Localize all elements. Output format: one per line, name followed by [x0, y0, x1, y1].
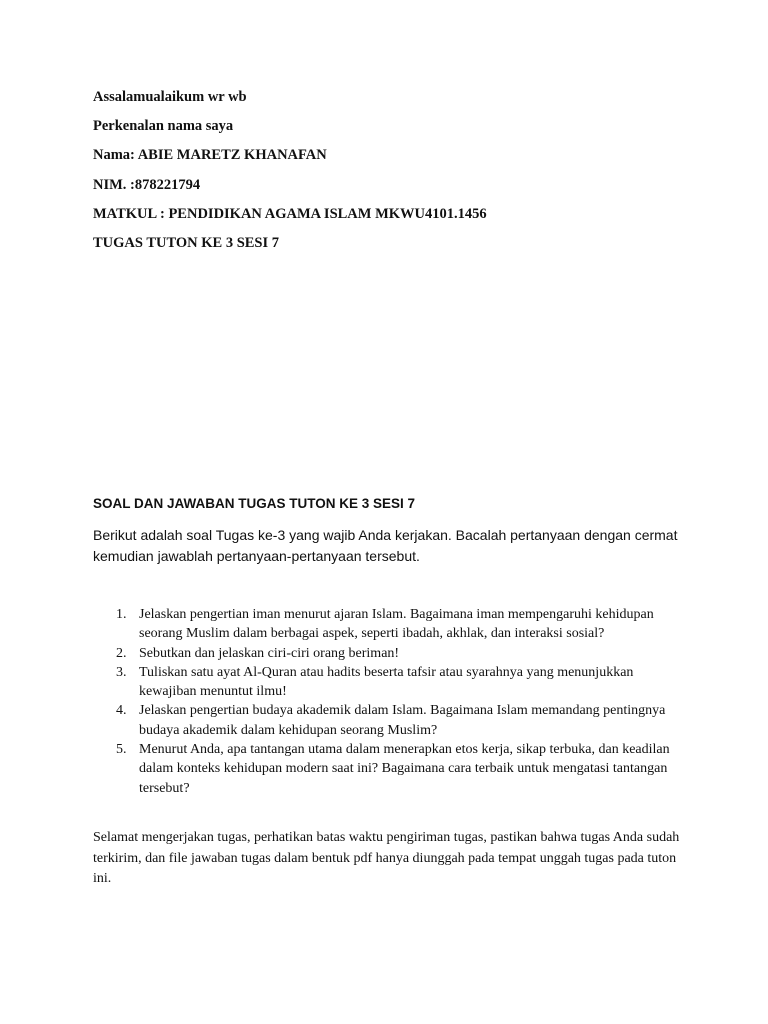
- question-number: 1.: [116, 607, 127, 622]
- question-number: 2.: [116, 645, 127, 661]
- question-text: Tuliskan satu ayat Al-Quran atau hadits beserta tafsir atau syarahnya yang menunjukkan kewajiban menuntut ilmu!: [139, 664, 634, 700]
- student-nim: NIM. :878221794: [93, 177, 201, 193]
- question-list: [93, 605, 683, 798]
- section-heading: SOAL DAN JAWABAN TUGAS TUTON KE 3 SESI 7: [93, 496, 416, 511]
- greeting-line: Assalamualaikum wr wb: [93, 89, 247, 105]
- question-item-3: [93, 663, 683, 702]
- section-intro: Berikut adalah soal Tugas ke-3 yang wajib Anda kerjakan. Bacalah pertanyaan dengan cermat kemudian jawablah pertanyaan-pertanyaan tersebut.: [93, 527, 678, 564]
- question-text: Jelaskan pengertian budaya akademik dalam Islam. Bagaimana Islam memandang pentingnya budaya akademik dalam kehidupan seorang Muslim?: [139, 703, 666, 738]
- closing-paragraph: Selamat mengerjakan tugas, perhatikan batas waktu pengiriman tugas, pastikan bahwa tugas Anda sudah terkirim, dan file jawaban tugas dalam bentuk pdf hanya diunggah pada tempat unggah tugas pada tuton ini.: [93, 830, 680, 886]
- intro-line: Perkenalan nama saya: [93, 118, 234, 134]
- question-item-4: [93, 701, 683, 740]
- question-text: Jelaskan pengertian iman menurut ajaran Islam. Bagaimana iman mempengaruhi kehidupan seorang Muslim dalam berbagai aspek, seperti ibadah, akhlak, dan interaksi sosial?: [139, 607, 654, 642]
- question-item-1: [93, 605, 683, 644]
- question-item-5: [93, 740, 683, 798]
- assignment-title: TUGAS TUTON KE 3 SESI 7: [93, 235, 280, 251]
- question-text: Menurut Anda, apa tantangan utama dalam menerapkan etos kerja, sikap terbuka, dan keadilan dalam konteks kehidupan modern saat ini? Bagaimana cara terbaik untuk mengatasi tantangan tersebut?: [139, 742, 670, 796]
- question-number: 5.: [116, 742, 127, 758]
- question-number: 4.: [116, 703, 127, 719]
- course-name: MATKUL : PENDIDIKAN AGAMA ISLAM MKWU4101.1456: [93, 206, 487, 222]
- question-text: Sebutkan dan jelaskan ciri-ciri orang beriman!: [139, 645, 400, 661]
- question-item-2: [93, 644, 683, 663]
- student-name: Nama: ABIE MARETZ KHANAFAN: [93, 147, 327, 163]
- question-number: 3.: [116, 664, 127, 680]
